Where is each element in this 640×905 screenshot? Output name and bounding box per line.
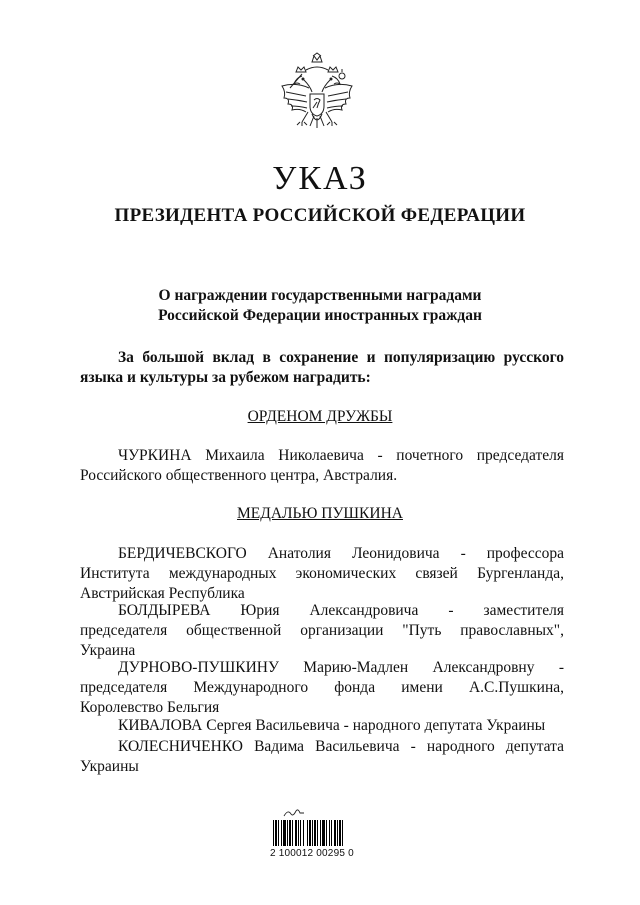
medal-entry xyxy=(80,544,564,604)
double-headed-eagle-icon xyxy=(276,52,358,148)
document-barcode xyxy=(270,808,369,859)
entry-line: КОЛЕСНИЧЕНКО Вадима Васильевича - народного депутата xyxy=(118,738,564,755)
entry-line: Украина xyxy=(80,642,136,659)
medal-entry xyxy=(80,737,564,777)
order-of-friendship-title: ОРДЕНОМ ДРУЖБЫ xyxy=(247,408,393,425)
entry-line: БОЛДЫРЕВА Юрия Александровича - заместителя xyxy=(118,602,564,619)
barcode-icon xyxy=(273,820,365,846)
entry-line: Австрийская Республика xyxy=(80,585,245,602)
medal-entry xyxy=(80,658,564,718)
barcode-number: 2 100012 00295 0 xyxy=(270,848,354,859)
entry-line: ДУРНОВО-ПУШКИНУ Марию-Мадлен Александровну - xyxy=(118,659,564,676)
signature-mark-icon xyxy=(283,808,305,818)
decree-heading-line: О награждении государственными наградами xyxy=(158,287,482,304)
entry-line: Королевство Бельгия xyxy=(80,699,220,716)
entry-line: Института международных экономических связей Бургенланда, xyxy=(80,565,564,582)
document-subtitle: ПРЕЗИДЕНТА РОССИЙСКОЙ ФЕДЕРАЦИИ xyxy=(114,205,526,226)
intro-line: языка и культуры за рубежом наградить: xyxy=(80,369,371,386)
entry-line: ЧУРКИНА Михаила Николаевича - почетного председателя xyxy=(118,447,564,464)
entry-line: председателя общественной организации "Путь православных", xyxy=(80,622,564,639)
decree-heading-line: Российской Федерации иностранных граждан xyxy=(158,307,482,324)
order-entry xyxy=(80,446,564,486)
entry-line: Российского общественного центра, Австралия. xyxy=(80,467,398,484)
entry-line: КИВАЛОВА Сергея Васильевича - народного депутата Украины xyxy=(118,717,546,734)
medal-entry xyxy=(80,601,564,661)
decree-intro xyxy=(80,348,564,388)
entry-line: БЕРДИЧЕВСКОГО Анатолия Леонидовича - профессора xyxy=(118,545,564,562)
entry-line: председателя Международного фонда имени А.С.Пушкина, xyxy=(80,679,564,696)
document-title: УКАЗ xyxy=(272,160,368,197)
decree-heading xyxy=(0,286,640,326)
medal-entry xyxy=(80,716,564,736)
pushkin-medal-title: МЕДАЛЬЮ ПУШКИНА xyxy=(237,505,403,522)
intro-line: За большой вклад в сохранение и популяризацию русского xyxy=(118,349,564,366)
entry-line: Украины xyxy=(80,758,139,775)
